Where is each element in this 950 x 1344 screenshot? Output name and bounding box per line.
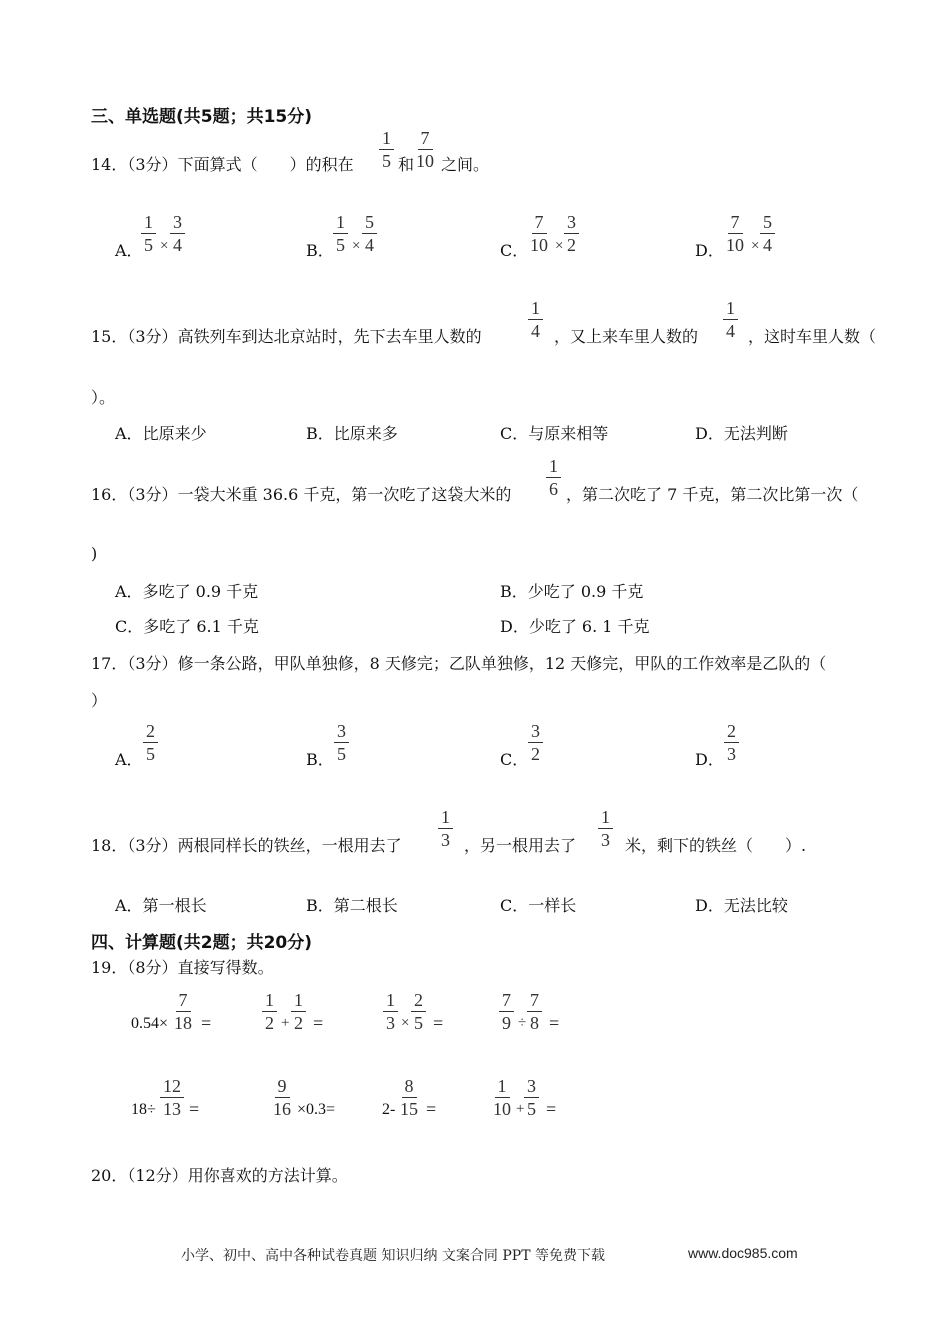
fraction-bound-low: $\frac{1}{5}$ — [379, 127, 394, 172]
question-number: 18． — [91, 836, 128, 855]
fraction: $\frac{9}{16}$ — [273, 1076, 291, 1119]
question-17-stem — [91, 651, 826, 674]
question-text: ，另一根用去了 — [464, 836, 577, 855]
equals-sign: = — [189, 1099, 200, 1119]
question-text: ）。 — [91, 388, 116, 407]
equals-sign: = — [433, 1013, 444, 1033]
question-text: 米，剩下的铁丝（ ）. — [625, 836, 807, 855]
option-label: A． — [115, 241, 143, 260]
option-a: A．第一根长 — [115, 896, 207, 915]
operator: + — [516, 1101, 525, 1117]
option-d-fraction: $\frac{2}{3}$ — [724, 720, 739, 765]
question-text: 用你喜欢的方法计算。 — [187, 1166, 348, 1185]
fraction-bound-high: $\frac{7}{10}$ — [416, 128, 434, 171]
operator: + — [281, 1015, 290, 1031]
option-d: D．少吃了 6. 1 千克 — [500, 617, 650, 636]
question-text: 高铁列车到达北京站时，先下去车里人数的 — [177, 327, 482, 346]
equals-sign: = — [313, 1013, 324, 1033]
fraction: $\frac{2}{5}$ — [411, 989, 426, 1034]
question-score: （3分） — [127, 654, 178, 673]
option-label: D． — [695, 241, 724, 260]
fraction: $\frac{1}{10}$ — [493, 1076, 511, 1119]
equals-sign: = — [426, 1099, 437, 1119]
question-text: 一袋大米重 36.6 千克，第一次吃了这袋大米的 — [177, 485, 512, 504]
question-score: （3分） — [127, 485, 178, 504]
question-text: 之间。 — [441, 155, 490, 174]
question-score: （12分） — [127, 1166, 188, 1185]
option-c: C．多吃了 6.1 千克 — [115, 617, 259, 636]
option-label: D． — [695, 750, 724, 769]
fraction: $\frac{7}{8}$ — [527, 989, 542, 1034]
question-16-stem — [91, 482, 511, 505]
option-b-fraction-2: $\frac{5}{4}$ — [362, 211, 377, 256]
option-a: A．多吃了 0.9 千克 — [115, 582, 259, 601]
option-c-fraction-1: $\frac{7}{10}$ — [530, 212, 548, 255]
expression-suffix: ×0.3= — [297, 1101, 336, 1118]
question-19-stem — [91, 955, 274, 978]
question-score: （3分） — [127, 327, 178, 346]
option-label: C． — [500, 241, 529, 260]
fraction: $\frac{1}{4}$ — [528, 297, 543, 342]
question-score: （8分） — [127, 958, 178, 977]
option-a-fraction-2: $\frac{3}{4}$ — [170, 211, 185, 256]
question-text: 直接写得数。 — [177, 958, 274, 977]
footer-link[interactable]: www.doc985.com — [688, 1245, 798, 1261]
option-c-fraction: $\frac{3}{2}$ — [528, 720, 543, 765]
equals-sign: = — [549, 1013, 560, 1033]
option-c: C．一样长 — [500, 896, 577, 915]
option-c-fraction-2: $\frac{3}{2}$ — [564, 211, 579, 256]
question-text: ，又上来车里人数的 — [554, 327, 699, 346]
footer-text: 小学、初中、高中各种试卷真题 知识归纳 文案合同 PPT 等免费下载 — [181, 1248, 605, 1264]
fraction: $\frac{1}{3}$ — [438, 806, 453, 851]
option-b: B．比原来多 — [306, 424, 398, 443]
operator: × — [401, 1015, 410, 1031]
fraction: $\frac{1}{3}$ — [598, 806, 613, 851]
fraction: $\frac{1}{2}$ — [291, 989, 306, 1034]
fraction: $\frac{7}{18}$ — [174, 990, 192, 1033]
question-number: 17． — [91, 654, 128, 673]
fraction: $\frac{8}{15}$ — [400, 1076, 418, 1119]
question-text: ，第二次吃了 7 千克，第二次比第一次（ — [566, 485, 859, 504]
fraction: $\frac{1}{4}$ — [723, 297, 738, 342]
equals-sign: = — [201, 1013, 212, 1033]
option-d: D．无法比较 — [695, 896, 788, 915]
option-label: B． — [306, 241, 334, 260]
question-number: 19． — [91, 958, 128, 977]
operator: × — [352, 238, 361, 254]
operator: × — [751, 238, 760, 254]
fraction: $\frac{12}{13}$ — [160, 1075, 184, 1120]
option-b-fraction-1: $\frac{1}{5}$ — [333, 211, 348, 256]
option-d: D．无法判断 — [695, 424, 788, 443]
option-label: B． — [306, 750, 334, 769]
question-15-stem — [91, 324, 482, 347]
option-label: C． — [500, 750, 529, 769]
fraction: $\frac{1}{2}$ — [262, 989, 277, 1034]
question-number: 15． — [91, 327, 128, 346]
section-title-single-choice: 三、单选题(共5题；共15分) — [91, 107, 313, 127]
option-b: B．第二根长 — [306, 896, 398, 915]
question-text: 修一条公路，甲队单独修，8 天修完；乙队单独修，12 天修完，甲队的工作效率是乙队的（ — [177, 654, 827, 673]
question-score: （3分） — [127, 836, 178, 855]
question-number: 14． — [91, 155, 128, 174]
expression-prefix: 2- — [382, 1101, 396, 1118]
section-title-calculation: 四、计算题(共2题；共20分) — [91, 933, 313, 953]
question-text: 下面算式（ ）的积在 — [177, 155, 354, 174]
option-a: A．比原来少 — [115, 424, 207, 443]
question-text: ，这时车里人数（ — [748, 327, 877, 346]
question-20-stem — [91, 1163, 348, 1186]
option-b: B．少吃了 0.9 千克 — [500, 582, 644, 601]
fraction: $\frac{7}{9}$ — [499, 989, 514, 1034]
question-text: ) — [91, 544, 98, 563]
operator: × — [160, 238, 169, 254]
question-number: 20． — [91, 1166, 128, 1185]
question-number: 16． — [91, 485, 128, 504]
expression-prefix: 0.54× — [131, 1015, 169, 1032]
fraction: $\frac{3}{5}$ — [524, 1075, 539, 1120]
option-d-fraction-2: $\frac{5}{4}$ — [760, 211, 775, 256]
fraction: $\frac{1}{6}$ — [546, 455, 561, 500]
operator: ÷ — [518, 1015, 527, 1031]
equals-sign: = — [546, 1099, 557, 1119]
question-18-stem — [91, 833, 402, 856]
option-a-fraction: $\frac{2}{5}$ — [143, 720, 158, 765]
option-label: A． — [115, 750, 143, 769]
option-a-fraction-1: $\frac{1}{5}$ — [141, 211, 156, 256]
question-text: 两根同样长的铁丝，一根用去了 — [177, 836, 402, 855]
question-text: ） — [91, 691, 108, 710]
option-b-fraction: $\frac{3}{5}$ — [334, 720, 349, 765]
option-c: C．与原来相等 — [500, 424, 609, 443]
question-14-stem — [91, 152, 354, 175]
expression-prefix: 18÷ — [131, 1101, 156, 1118]
operator: × — [555, 238, 564, 254]
fraction: $\frac{1}{3}$ — [383, 989, 398, 1034]
question-text: 和 — [398, 155, 415, 174]
question-score: （3分） — [127, 155, 178, 174]
option-d-fraction-1: $\frac{7}{10}$ — [726, 212, 744, 255]
